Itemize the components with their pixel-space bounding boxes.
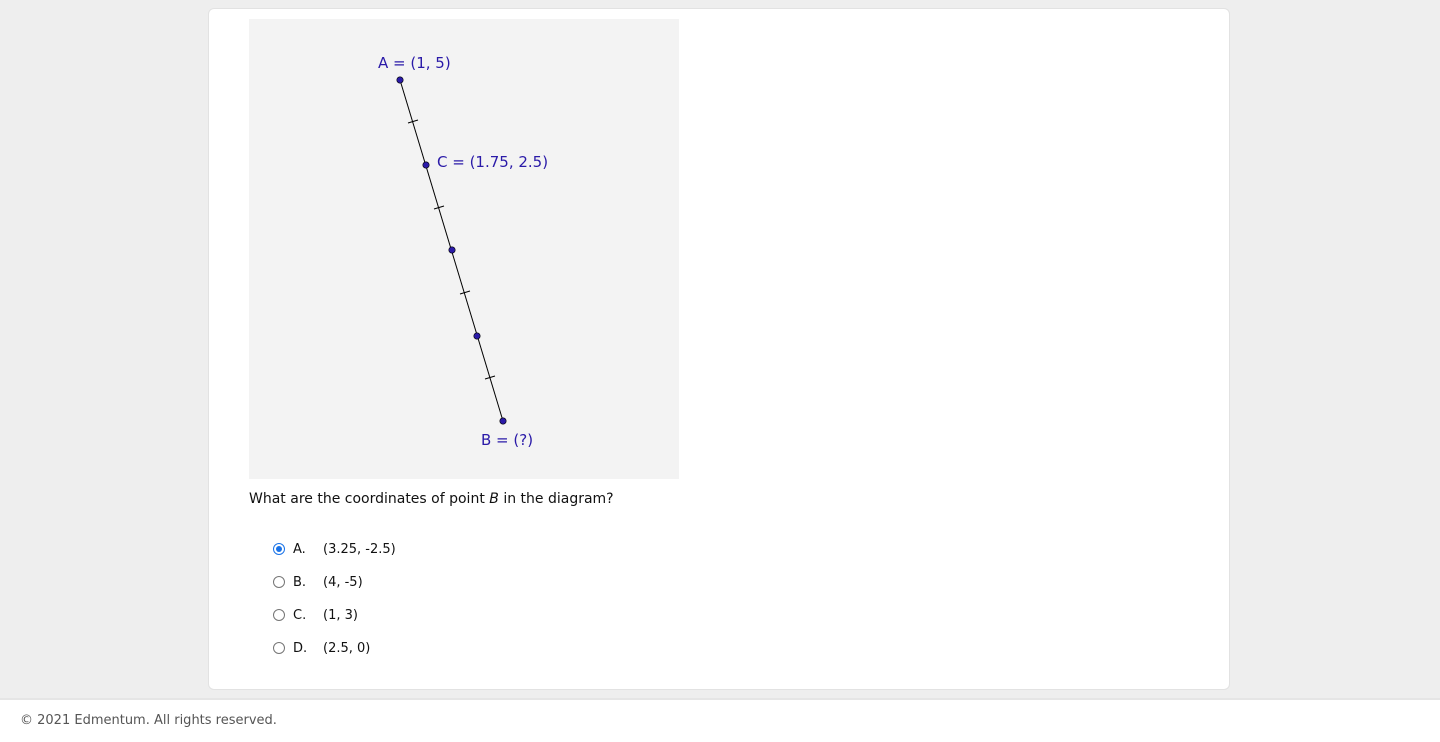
choice-value: (4, -5) — [323, 574, 363, 590]
copyright-text: © 2021 Edmentum. All rights reserved. — [20, 713, 277, 728]
question-suffix: in the diagram? — [498, 491, 614, 507]
label-point-c: C = (1.75, 2.5) — [437, 153, 549, 171]
question-prefix: What are the coordinates of point — [249, 491, 490, 507]
page-footer — [0, 698, 1440, 742]
radio-button-selected[interactable] — [273, 543, 285, 555]
point-b — [500, 418, 506, 424]
point-a — [397, 77, 403, 83]
point-d — [474, 333, 480, 339]
question-variable: B — [489, 491, 499, 507]
label-point-b: B = (?) — [481, 431, 534, 449]
choice-letter: B. — [293, 574, 307, 590]
choice-value: (3.25, -2.5) — [323, 541, 396, 557]
choice-letter: D. — [293, 640, 308, 656]
point-c — [423, 162, 429, 168]
question-text — [249, 491, 614, 507]
choice-value: (1, 3) — [323, 607, 358, 623]
choice-value: (2.5, 0) — [323, 640, 371, 656]
choice-letter: A. — [293, 541, 306, 557]
line-segment-diagram — [249, 19, 679, 479]
choice-b[interactable] — [273, 572, 513, 592]
choice-letter: C. — [293, 607, 307, 623]
choice-d[interactable] — [273, 638, 513, 658]
radio-button[interactable] — [273, 642, 285, 654]
choice-c[interactable] — [273, 605, 513, 625]
radio-button[interactable] — [273, 576, 285, 588]
radio-button[interactable] — [273, 609, 285, 621]
label-point-a: A = (1, 5) — [378, 54, 451, 72]
question-card — [208, 8, 1230, 690]
point-mid — [449, 247, 455, 253]
choice-a[interactable] — [273, 539, 513, 559]
